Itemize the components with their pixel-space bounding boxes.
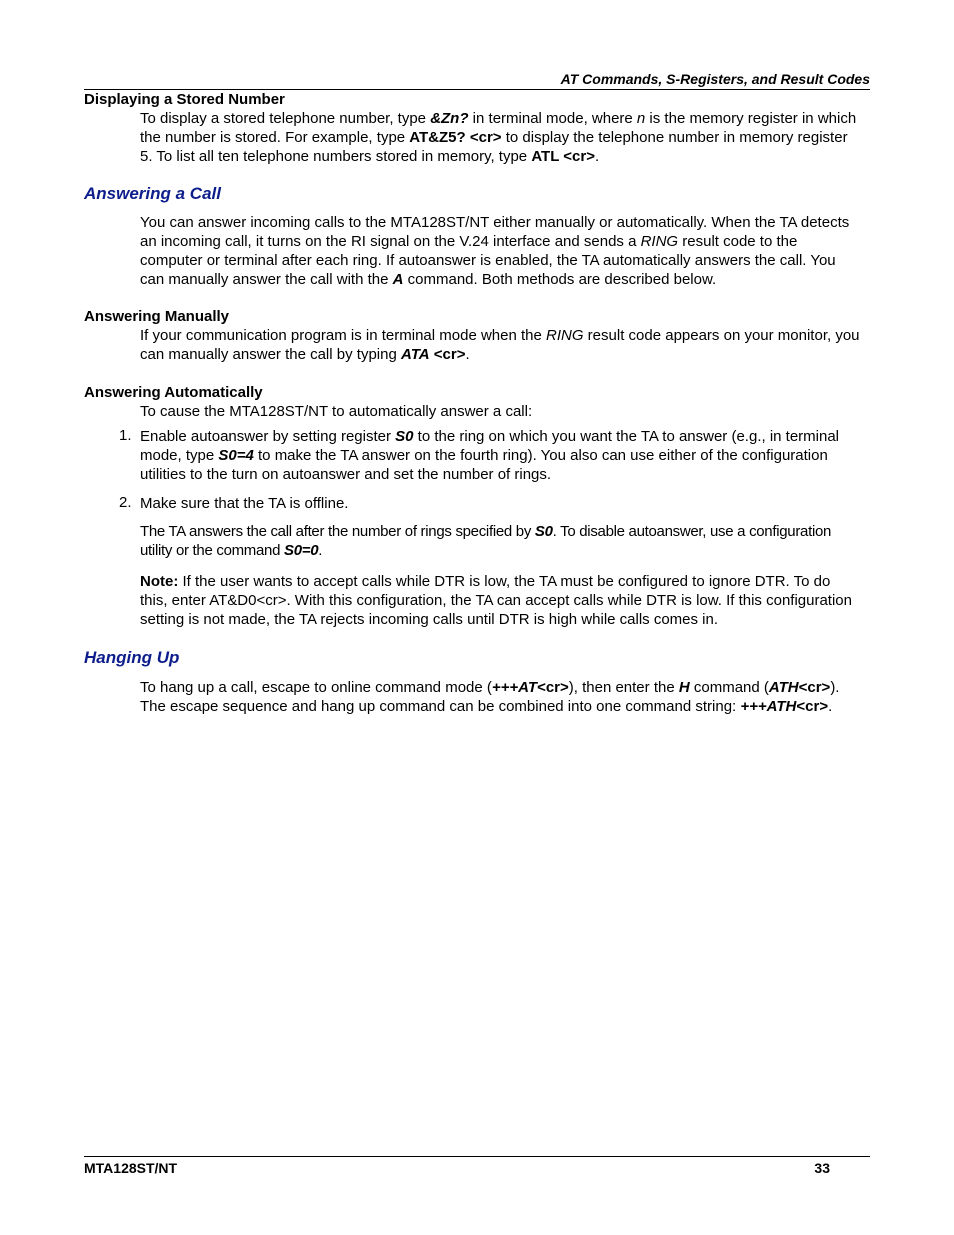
list-number: 1. (119, 427, 132, 444)
text-run: is the memory register in which the number is stored. For example, type (140, 110, 857, 146)
text-run: If the user wants to accept calls while DTR is low, the TA must be configured to ignore DTR. To do this, enter AT&D0<cr>. With this configuration, the TA can accept calls while DTR is low. If this configuration setting is not made, the TA rejects incoming calls until DTR is high while calls comes in. (140, 573, 852, 628)
variable-text: n (636, 110, 646, 127)
command-text: H (678, 679, 690, 696)
text-run: The TA answers the call after the number of rings specified by (140, 523, 535, 540)
text-run: to the ring on which you want the TA to answer (e.g., in terminal mode, type (140, 428, 840, 464)
paragraph-auto-intro: To cause the MTA128ST/NT to automatically answer a call: (140, 403, 533, 420)
paragraph-stored-number (140, 109, 860, 166)
text-run: To hang up a call, escape to online command mode ( (140, 679, 492, 696)
command-text: <cr> (537, 679, 569, 696)
variable-text: RING (546, 327, 584, 344)
command-text: +++AT (491, 679, 538, 696)
text-run: . (318, 542, 323, 559)
command-text: ATA (400, 346, 430, 363)
text-run: . To disable autoanswer, use a configuration utility or the command (140, 523, 832, 559)
command-text: A (392, 271, 404, 288)
heading-hanging-up: Hanging Up (84, 648, 180, 667)
paragraph-answering-a-call (140, 213, 860, 289)
text-run: If your communication program is in terminal mode when the (140, 327, 547, 344)
text-run: You can answer incoming calls to the MTA128ST/NT either manually or automatically. When the TA detects an incoming call, it turns on the RI signal on the V.24 interface and sends a (140, 214, 850, 250)
text-run: command. Both methods are described below. (403, 271, 717, 288)
heading-displaying-stored-number: Displaying a Stored Number (84, 91, 285, 108)
command-text: S0 (534, 523, 553, 540)
text-run: Enable autoanswer by setting register (140, 428, 396, 445)
paragraph-auto-after (140, 522, 860, 560)
heading-answering-manually: Answering Manually (84, 308, 230, 325)
heading-answering-automatically: Answering Automatically (84, 384, 263, 401)
command-text: <cr> (796, 698, 829, 715)
text-run: result code appears on your monitor, you can manually answer the call by typing (140, 327, 860, 363)
command-text: <cr> (433, 346, 466, 363)
text-run: . (594, 148, 600, 165)
command-text: S0=0 (284, 542, 319, 559)
list-item-step-2: Make sure that the TA is offline. (140, 495, 349, 512)
list-number: 2. (119, 494, 132, 511)
command-text: +++ATH (740, 698, 797, 715)
text-run: to display the telephone number in memory register 5. To list all ten telephone numbers stored in memory, type (140, 129, 848, 165)
text-run: result code to the computer or terminal after each ring. If autoanswer is enabled, the TA automatically answers the call. You can manually answer the call with the (140, 233, 836, 288)
text-run: to make the TA answer on the fourth ring). You also can use either of the configuration utilities to the turn on autoanswer and set the number of rings. (140, 447, 828, 483)
command-text: S0=4 (218, 447, 254, 464)
heading-answering-a-call: Answering a Call (84, 184, 221, 203)
text-run: ). The escape sequence and hang up command can be combined into one command string: (140, 679, 840, 715)
text-run: ), then enter the (568, 679, 679, 696)
command-text: AT&Z5? <cr> (409, 129, 502, 146)
text-run: . (465, 346, 470, 363)
page-number: 33 (814, 1160, 830, 1176)
list-item-step-1 (140, 427, 860, 484)
command-text: <cr> (798, 679, 831, 696)
footer-product-name: MTA128ST/NT (84, 1160, 178, 1176)
command-text: S0 (395, 428, 414, 445)
variable-text: RING (640, 233, 679, 250)
paragraph-note (140, 572, 860, 629)
command-text: ATL <cr> (531, 148, 595, 165)
command-text: ATH (768, 679, 799, 696)
running-header: AT Commands, S-Registers, and Result Codes (84, 71, 870, 90)
text-run: To display a stored telephone number, type (140, 110, 431, 127)
text-run: command ( (689, 679, 769, 696)
text-run: . (828, 698, 833, 715)
running-footer (84, 1156, 870, 1176)
paragraph-answering-manually (140, 326, 860, 364)
paragraph-hanging-up (140, 678, 860, 716)
text-run: in terminal mode, where (468, 110, 637, 127)
command-text: &Zn? (430, 110, 469, 127)
note-label: Note: (140, 573, 179, 590)
